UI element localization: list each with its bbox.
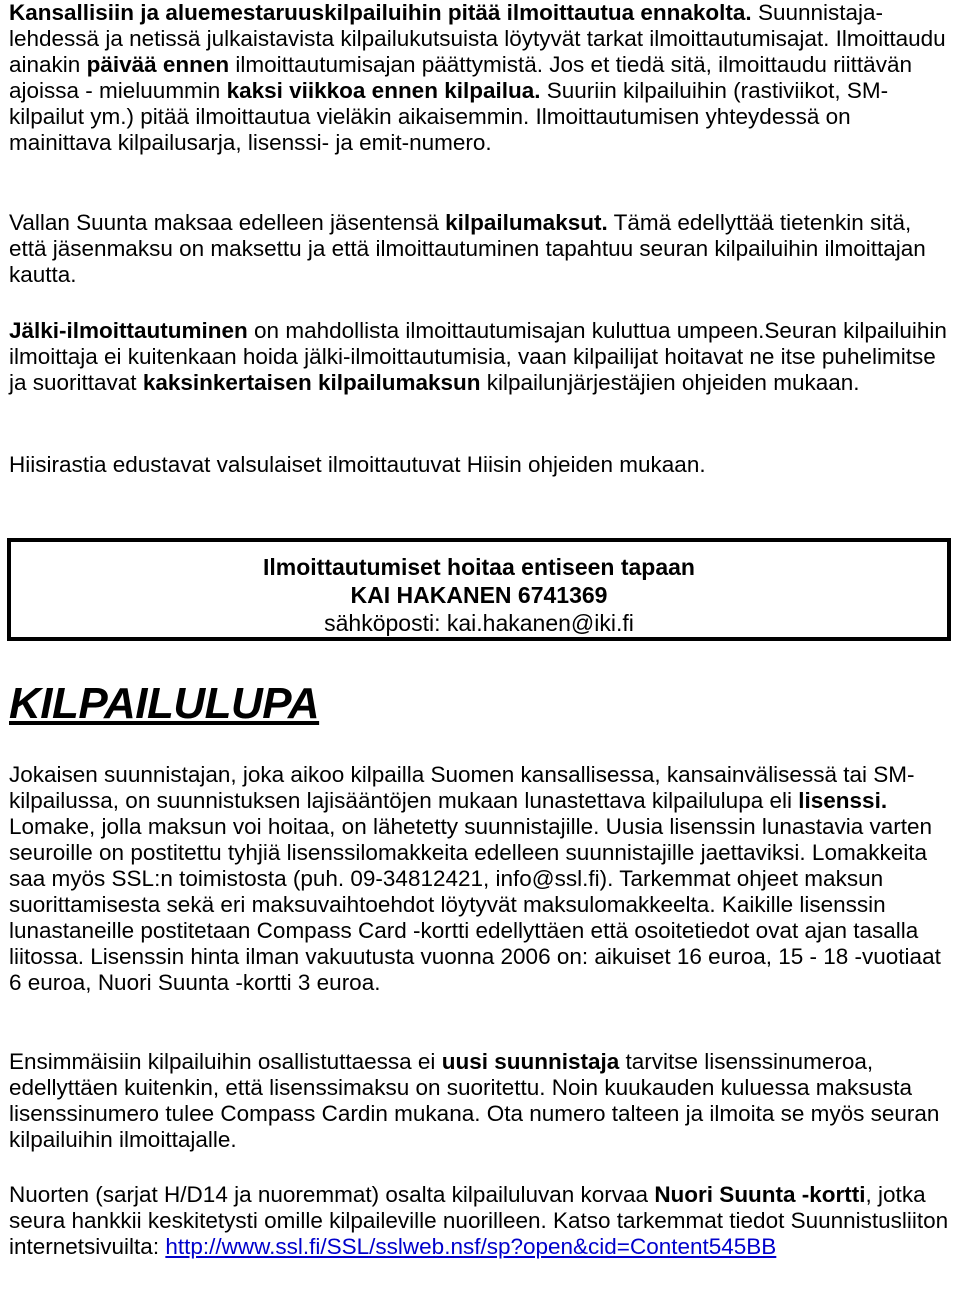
fees-paragraph (9, 210, 954, 288)
intro-text-1: Suunnistaja-lehdessä ja netissä julkaistavista kilpailukutsuista löytyvät tarkat ilmoittautumisajat. Ilmoittaudu ainakin (9, 0, 946, 77)
intro-text-2: ilmoittautumisajan päättymistä. Jos et tiedä sitä, ilmoittaudu riittävän ajoissa - mieluummin (9, 52, 912, 103)
youth-text-1: Nuorten (sarjat H/D14 ja nuoremmat) osalta kilpailuluvan korvaa (9, 1182, 649, 1207)
license-emphasis: lisenssi. (798, 788, 888, 813)
fees-text-1: Vallan Suunta maksaa edelleen jäsentensä (9, 210, 439, 235)
contact-box (7, 538, 951, 641)
contact-box-name-phone: KAI HAKANEN 6741369 (350, 582, 608, 608)
fees-emphasis: kilpailumaksut. (445, 210, 608, 235)
section-heading: KILPAILULUPA (9, 679, 320, 728)
intro-emphasis-weeks: kaksi viikkoa ennen kilpailua. (226, 78, 541, 103)
newcomer-paragraph (9, 1049, 954, 1153)
fees-text-2: Tämä edellyttää tietenkin sitä, että jäsenmaksu on maksettu ja että ilmoittautuminen tapahtuu seuran kilpailuihin ilmoittajan kautta. (9, 210, 926, 287)
intro-emphasis-days: päivää ennen (86, 52, 230, 77)
intro-lead: Kansallisiin ja aluemestaruuskilpailuihin pitää ilmoittautua ennakolta. (9, 0, 752, 25)
license-text-1: Jokaisen suunnistajan, joka aikoo kilpailla Suomen kansallisessa, kansainvälisessä tai SM-kilpailussa, on suunnistuksen lajisääntöjen mukaan lunastettava kilpailulupa eli (9, 762, 915, 813)
late-emphasis: Jälki-ilmoittautuminen (9, 318, 248, 343)
ssl-website-link[interactable]: http://www.ssl.fi/SSL/sslweb.nsf/sp?open&cid=Content545BB (165, 1234, 777, 1259)
license-paragraph (9, 762, 954, 996)
late-text-2: kilpailunjärjestäjien ohjeiden mukaan. (486, 370, 860, 395)
late-emphasis-fee: kaksinkertaisen kilpailumaksun (142, 370, 481, 395)
hiisi-paragraph: Hiisirastia edustavat valsulaiset ilmoittautuvat Hiisin ohjeiden mukaan. (9, 452, 706, 477)
contact-box-email: sähköposti: kai.hakanen@iki.fi (324, 610, 634, 636)
newcomer-text-2: tarvitse lisenssinumeroa, edellyttäen kuitenkin, että lisenssimaksu on suoritettu. Noin kuukauden kuluessa maksusta lisenssinumero tulee Compass Cardin mukana. Ota numero talteen ja ilmoita se myös seuran kilpailuihin ilmoittajalle. (9, 1049, 940, 1152)
late-registration-paragraph (9, 318, 954, 396)
newcomer-text-1: Ensimmäisiin kilpailuihin osallistuttaessa ei (9, 1049, 436, 1074)
license-text-2: Lomake, jolla maksun voi hoitaa, on lähetetty suunnistajille. Uusia lisenssin lunastavia varten seuroille on postitettu tyhjiä lisenssilomakkeita edelleen suunnistajille jaettaviksi. Lomakkeita saa myös SSL:n toimistosta (puh. 09-34812421, info@ssl.fi). Tarkemmat ohjeet maksun suorittamisesta sekä eri maksuvaihtoehdot löytyvät maksulomakkeelta. Kaikille lisenssin lunastaneille postitetaan Compass Card -kortti edellyttäen että osoitetiedot ovat ajan tasalla liitossa. Lisenssin hinta ilman vakuutusta vuonna 2006 on: aikuiset 16 euroa, 15 - 18 -vuotiaat 6 euroa, Nuori Suunta -kortti 3 euroa. (9, 814, 941, 995)
newcomer-emphasis: uusi suunnistaja (441, 1049, 620, 1074)
youth-paragraph (9, 1182, 954, 1260)
youth-text-2: , jotka seura hankkii keskitetysti omille kilpaileville nuorilleen. Katso tarkemmat tiedot Suunnistusliiton internetsivuilta: (9, 1182, 949, 1259)
intro-text-3: Suuriin kilpailuihin (rastiviikot, SM-kilpailut ym.) pitää ilmoittautua vieläkin aikaisemmin. Ilmoittautumisen yhteydessä on mainittava kilpailusarja, lisenssi- ja emit-numero. (9, 78, 889, 155)
youth-emphasis: Nuori Suunta -kortti (654, 1182, 866, 1207)
contact-box-line1: Ilmoittautumiset hoitaa entiseen tapaan (263, 554, 695, 580)
late-text-1: on mahdollista ilmoittautumisajan kuluttua umpeen.Seuran kilpailuihin ilmoittaja ei kuitenkaan hoida jälki-ilmoittautumisia, vaan kilpailijat hoitavat ne itse puhelimitse ja suorittavat (9, 318, 947, 395)
intro-paragraph (9, 0, 954, 156)
